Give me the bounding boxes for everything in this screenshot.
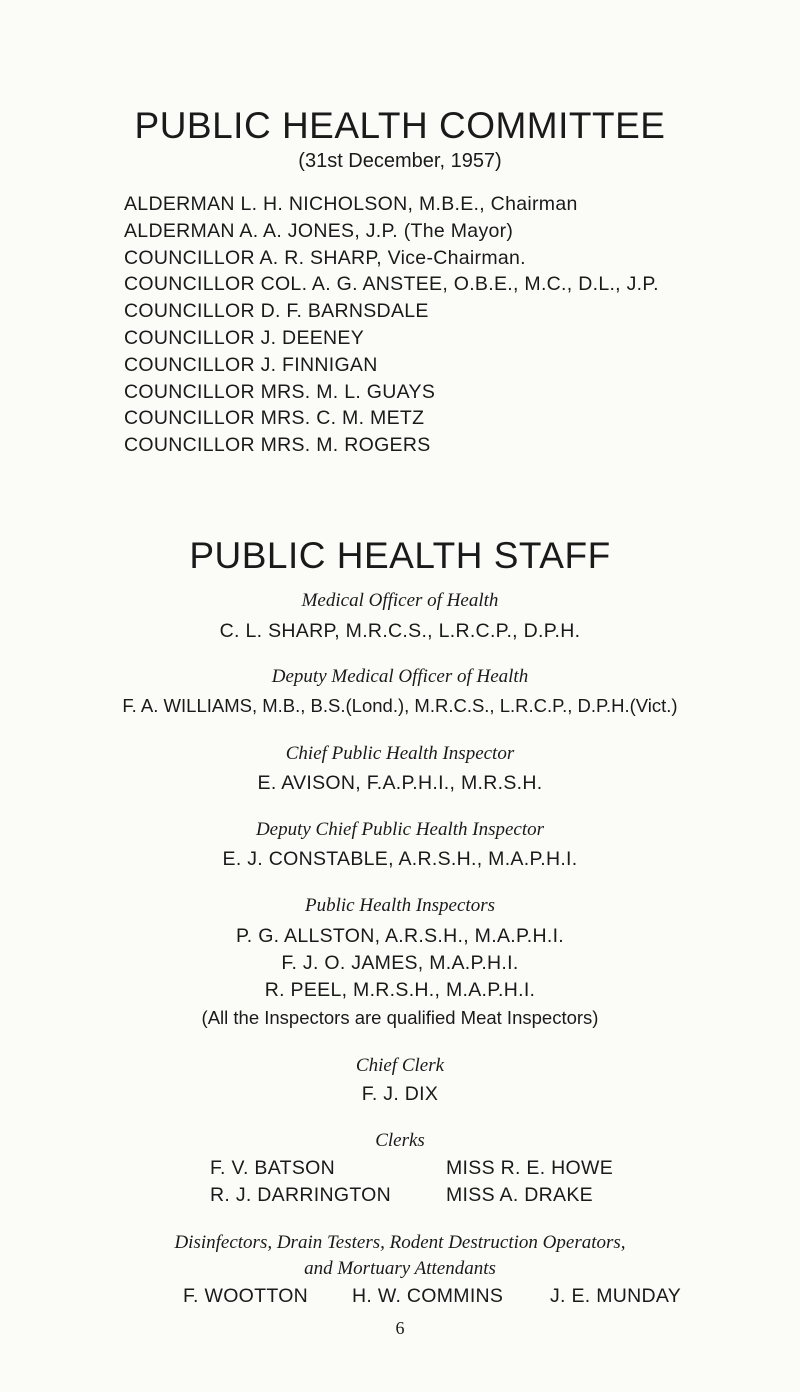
- committee-member-list: [124, 191, 659, 459]
- member-entry: COUNCILLOR A. R. SHARP, Vice-Chairman.: [124, 246, 526, 269]
- clerk-name: MISS R. E. HOWE: [446, 1157, 614, 1179]
- dcphi-name: E. J. CONSTABLE, A.R.S.H., M.A.P.H.I.: [222, 848, 578, 870]
- staff-heading: PUBLIC HEALTH STAFF: [189, 535, 611, 576]
- phi-role: Public Health Inspectors: [305, 895, 495, 916]
- phi-note: (All the Inspectors are qualified Meat Inspectors): [201, 1007, 599, 1028]
- phi-name: P. G. ALLSTON, A.R.S.H., M.A.P.H.I.: [235, 925, 565, 947]
- cphi-name: E. AVISON, F.A.P.H.I., M.R.S.H.: [257, 772, 543, 794]
- dcphi-role: Deputy Chief Public Health Inspector: [255, 819, 545, 840]
- phi-name: R. PEEL, M.R.S.H., M.A.P.H.I.: [264, 979, 536, 1001]
- clerk-name: MISS A. DRAKE: [446, 1184, 593, 1206]
- cphi-role: Chief Public Health Inspector: [285, 743, 515, 764]
- moh-name: C. L. SHARP, M.R.C.S., L.R.C.P., D.P.H.: [219, 620, 581, 642]
- committee-date: (31st December, 1957): [298, 150, 502, 172]
- disinfector-name: F. WOOTTON: [183, 1285, 309, 1307]
- chief-clerk-name: F. J. DIX: [361, 1083, 439, 1105]
- member-entry: ALDERMAN L. H. NICHOLSON, M.B.E., Chairman: [124, 193, 578, 215]
- disinfector-name: H. W. COMMINS: [352, 1285, 504, 1307]
- member-entry: COUNCILLOR J. FINNIGAN: [124, 353, 378, 376]
- member-entry: COUNCILLOR COL. A. G. ANSTEE, O.B.E., M.C., D.L., J.P.: [124, 273, 659, 296]
- member-entry: COUNCILLOR D. F. BARNSDALE: [124, 300, 429, 323]
- chief-clerk-role: Chief Clerk: [355, 1055, 445, 1076]
- dmoh-role: Deputy Medical Officer of Health: [271, 666, 529, 687]
- disinfectors-role-line1: Disinfectors, Drain Testers, Rodent Destruction Operators,: [174, 1232, 626, 1253]
- disinfector-name: J. E. MUNDAY: [550, 1285, 682, 1307]
- member-entry: COUNCILLOR MRS. M. L. GUAYS: [124, 380, 436, 403]
- member-entry: COUNCILLOR MRS. M. ROGERS: [124, 434, 431, 457]
- member-entry: COUNCILLOR MRS. C. M. METZ: [124, 407, 425, 430]
- clerk-name: R. J. DARRINGTON: [210, 1184, 392, 1206]
- moh-role: Medical Officer of Health: [301, 590, 499, 611]
- member-entry: ALDERMAN A. A. JONES, J.P. (The Mayor): [124, 219, 514, 242]
- disinfectors-role-line2: and Mortuary Attendants: [304, 1258, 496, 1279]
- committee-heading: PUBLIC HEALTH COMMITTEE: [134, 105, 666, 146]
- clerk-name: F. V. BATSON: [210, 1157, 335, 1179]
- page-number: 6: [395, 1318, 405, 1338]
- phi-name: F. J. O. JAMES, M.A.P.H.I.: [281, 952, 519, 974]
- clerks-role: Clerks: [375, 1130, 425, 1151]
- member-entry: COUNCILLOR J. DEENEY: [124, 326, 365, 349]
- dmoh-name: F. A. WILLIAMS, M.B., B.S.(Lond.), M.R.C.S., L.R.C.P., D.P.H.(Vict.): [122, 695, 678, 716]
